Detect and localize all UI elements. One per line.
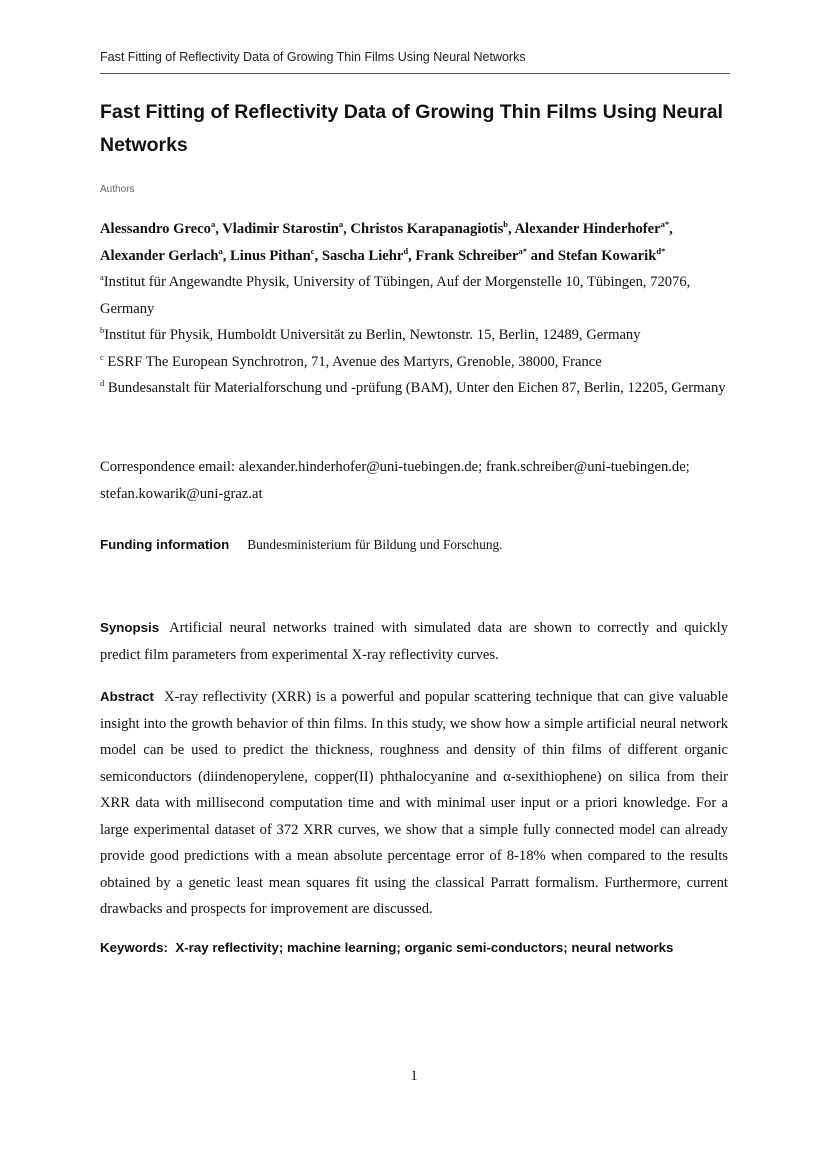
author-name: Alexander Hinderhofer — [514, 221, 661, 237]
affiliation-text: ESRF The European Synchrotron, 71, Avenue des Martyrs, Grenoble, 38000, France — [103, 353, 602, 370]
running-header: Fast Fitting of Reflectivity Data of Growing Thin Films Using Neural Networks — [100, 50, 526, 64]
author-affiliation-mark: b — [503, 219, 508, 229]
header-divider — [100, 73, 730, 74]
author-name: Stefan Kowarik — [557, 247, 657, 264]
affiliation-text: Institut für Physik, Humboldt Universität zu Berlin, Newtonstr. 15, Berlin, 12489, Germany — [104, 327, 641, 343]
affiliation-mark: c — [100, 351, 104, 362]
synopsis-label: Synopsis — [100, 620, 160, 635]
paper-title: Fast Fitting of Reflectivity Data of Growing Thin Films Using Neural Networks — [100, 101, 723, 156]
synopsis — [100, 615, 728, 668]
author-affiliation-mark: a — [210, 219, 216, 229]
author-affiliation-mark: c — [310, 245, 315, 256]
author-separator: , — [314, 247, 322, 264]
funding-information — [100, 536, 740, 554]
abstract — [100, 684, 728, 923]
keywords — [100, 940, 740, 955]
affiliation — [100, 349, 740, 376]
author-affiliation-mark: a* — [660, 219, 670, 229]
author-list — [100, 216, 740, 269]
author-separator: , — [669, 221, 673, 237]
funding-value: Bundesministerium für Bildung und Forschung. — [247, 537, 503, 552]
affiliation-mark: d — [100, 378, 105, 388]
author-name: Sascha Liehr — [321, 247, 404, 264]
author-name: Frank Schreiber — [415, 247, 519, 264]
author-name: Alexander Gerlach — [100, 247, 219, 264]
author-name: Vladimir Starostin — [222, 221, 339, 237]
authors-label: Authors — [100, 184, 135, 195]
author-name: Christos Karapanagiotis — [350, 221, 504, 237]
affiliation — [100, 375, 740, 402]
keywords-label: Keywords: — [100, 940, 168, 955]
page-number: 1 — [410, 1068, 418, 1084]
author-affiliation-mark: d — [403, 245, 409, 256]
author-separator: , — [343, 221, 351, 237]
affiliation — [100, 269, 740, 322]
affiliation-text: Institut für Angewandte Physik, University of Tübingen, Auf der Morgenstelle 10, Tübingen, 72076, Germany — [100, 274, 691, 317]
author-separator: , — [222, 247, 231, 264]
synopsis-text: Artificial neural networks trained with simulated data are shown to correctly and quickly predict film parameters from experimental X-ray reflectivity curves. — [100, 620, 728, 663]
abstract-label: Abstract — [100, 689, 154, 704]
correspondence-email: Correspondence email: alexander.hinderhofer@uni-tuebingen.de; frank.schreiber@uni-tuebingen.de; stefan.kowarik@uni-graz.at — [100, 459, 690, 502]
affiliation-mark: b — [100, 325, 105, 335]
funding-label: Funding information — [100, 537, 230, 552]
author-name: Linus Pithan — [230, 247, 311, 264]
author-block — [100, 216, 740, 402]
author-separator: , — [408, 247, 416, 264]
abstract-text: X-ray reflectivity (XRR) is a powerful and popular scattering technique that can give valuable insight into the growth behavior of thin films. In this study, we show how a simple artificial neural network model can be used to predict the thickness, roughness and density of thin films of different organic semiconductors (diindenoperylene, copper(II) phthalocyanine and α-sexithiophene) on silica from their XRR data with millisecond computation time and with minimal user input or a priori knowledge. For a large experimental dataset of 372 XRR curves, we show that a simple fully connected model can already provide good predictions with a mean absolute percentage error of 8-18% when compared to the results obtained by a genetic least mean squares fit using the classical Parratt formalism. Furthermore, current drawbacks and prospects for improvement are discussed. — [100, 689, 728, 917]
author-separator: , — [508, 221, 515, 237]
keywords-text: X-ray reflectivity; machine learning; organic semi-conductors; neural networks — [175, 940, 674, 955]
author-separator: , — [215, 221, 223, 237]
author-affiliation-mark: a — [218, 245, 223, 256]
author-affiliation-mark: a* — [518, 245, 527, 256]
affiliation-mark: a — [100, 272, 104, 282]
affiliation — [100, 322, 740, 349]
author-affiliation-mark: d* — [656, 245, 666, 256]
affiliation-text: Bundesanstalt für Materialforschung und -prüfung (BAM), Unter den Eichen 87, Berlin, 12205, Germany — [104, 380, 726, 396]
author-affiliation-mark: a — [338, 219, 344, 229]
author-name: Alessandro Greco — [100, 221, 211, 237]
author-separator: and — [526, 247, 558, 264]
